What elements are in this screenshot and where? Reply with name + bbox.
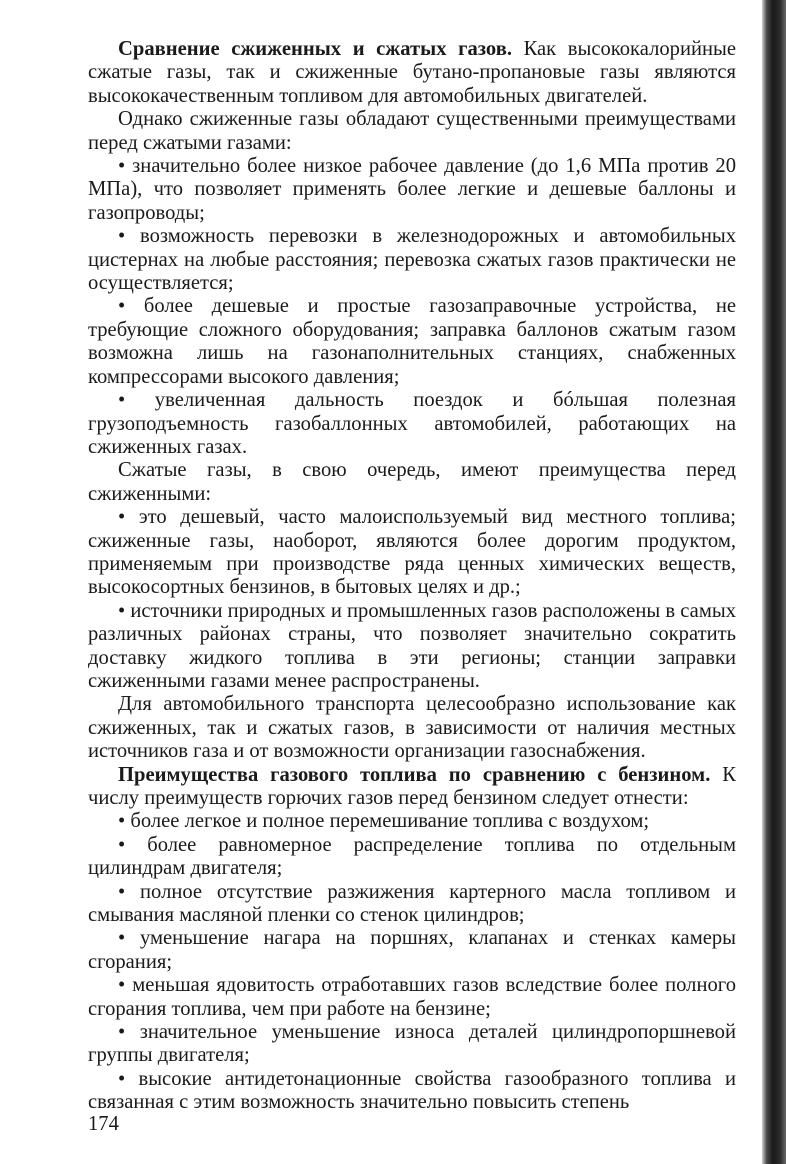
bullet-item: • это дешевый, часто малоиспользуемый вид местного топлива; сжиженные газы, наоборот, являются более дорогим продуктом, применяемым при производстве ряда ценных химических веществ, высокосортных бензинов, в бытовых целях и др.;: [88, 506, 736, 599]
bullet-item: • возможность перевозки в железнодорожных и автомобильных цистернах на любые расстояния; перевозка сжатых газов практически не осуществляется;: [88, 225, 736, 295]
paragraph-gas-vs-petrol: [88, 764, 736, 811]
paragraph-text: К числу преимуществ горючих газов перед бензином следует отнести:: [88, 763, 736, 809]
bullet-item: • уменьшение нагара на поршнях, клапанах и стенках камеры сгорания;: [88, 927, 736, 973]
page-number: 174: [88, 1113, 119, 1135]
bullet-item: • меньшая ядовитость отработавших газов вследствие более полного сгорания топлива, чем при работе на бензине;: [88, 974, 736, 1020]
bullet-item: • более легкое и полное перемешивание топлива с воздухом;: [118, 810, 650, 833]
bullet-item: • более равномерное распределение топлива по отдельным цилиндрам двигателя;: [88, 833, 736, 880]
bullet-item: • увеличенная дальность поездок и бóльшая полезная грузоподъемность газобаллонных автомобилей, работающих на сжиженных газах.: [88, 389, 736, 458]
paragraph-comparison-intro: [88, 38, 736, 108]
paragraph-text: Как высококалорийные сжатые газы, так и сжиженные бутано-пропановые газы являются высококачественным топливом для автомобильных двигателей.: [88, 38, 736, 107]
bullet-item: • высокие антидетонационные свойства газообразного топлива и связанная с этим возможность значительно повысить степень: [88, 1067, 736, 1114]
section-heading-gas-advantages: Преимущества газового топлива по сравнению с бензином.: [118, 763, 711, 786]
paragraph-compressed-advantages: Сжатые газы, в свою очередь, имеют преимущества перед сжиженными:: [88, 459, 736, 505]
bullet-item: • значительное уменьшение износа деталей цилиндропоршневой группы двигателя;: [88, 1021, 736, 1067]
bullet-item: • полное отсутствие разжижения картерного масла топливом и смывания масляной пленки со стенок цилиндров;: [88, 880, 736, 927]
paragraph-conclusion: Для автомобильного транспорта целесообразно использование как сжиженных, так и сжатых газов, в зависимости от наличия местных источников газа и от возможности организации газоснабжения.: [88, 693, 736, 763]
section-heading-comparison: Сравнение сжиженных и сжатых газов.: [118, 38, 512, 60]
bullet-item: • значительно более низкое рабочее давление (до 1,6 МПа против 20 МПа), что позволяет применять более легкие и дешевые баллоны и газопроводы;: [88, 155, 736, 224]
scan-edge-shadow: [762, 0, 786, 1164]
page-body: [88, 38, 736, 1115]
paragraph-liquefied-advantages: Однако сжиженные газы обладают существенными преимуществами перед сжатыми газами:: [88, 108, 736, 154]
bullet-item: • источники природных и промышленных газов расположены в самых различных районах страны, что позволяет значительно сократить доставку жидкого топлива в эти регионы; станции заправки сжиженными газами менее распространены.: [88, 599, 736, 692]
bullet-item: • более дешевые и простые газозаправочные устройства, не требующие сложного оборудования; заправка баллонов сжатым газом возможна лишь на газонаполнительных станциях, снабженных компрессорами высокого давления;: [88, 295, 736, 388]
